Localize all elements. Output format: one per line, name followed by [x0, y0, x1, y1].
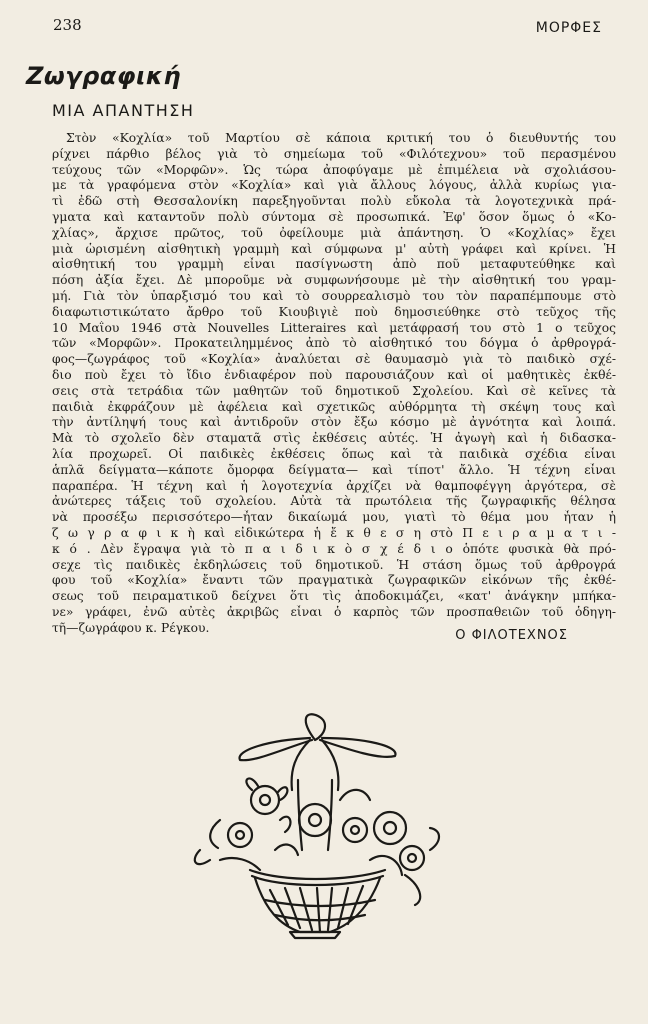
- article-author: Ο ΦΙΛΟΤΕΧΝΟΣ: [455, 628, 568, 643]
- flower-basket-icon: [180, 710, 450, 940]
- article-line: ζ ω γ ρ α φ ι κ ὴ καὶ εἰδικώτερα ἡ ἔ κ θ ε σ η στὸ Π ε ι ρ α μ α τ ι -: [52, 525, 616, 540]
- article-line: γματα καὶ καταντοῦν πολὺ σύντομα σὲ προσωπικά. Ἐφ' ὅσον ὅμως ὁ «Κο-: [52, 209, 616, 224]
- article-line: ἀνώτερες τάξεις τοῦ σχολείου. Αὐτὰ τὰ πρωτόλεια τῆς ζωγραφικῆς θέλησα: [52, 494, 616, 509]
- article-line: με τὰ γραφόμενα στὸν «Κοχλία» καὶ γιὰ ἄλλους λόγους, ἀλλὰ κυρίως για-: [52, 178, 616, 193]
- article-line: αἰσθητική του γραμμὴ εἶναι πασίγνωστη ἀπὸ ποῦ μεταφυτεύθηκε καὶ: [52, 257, 616, 272]
- article-line: τὴν ἀντίληψή τους καὶ ἀντιδροῦν στὸν ἔξω κόσμο μὲ ἀγνότητα καὶ λοιπά.: [52, 415, 616, 430]
- article-line: φου τοῦ «Κοχλία» ἔναντι τῶν πραγματικὰ ζωγραφικῶν εἰκόνων τῆς ἐκθέ-: [52, 573, 616, 588]
- article-line: Μὰ τὸ σχολεῖο δὲν σταματᾶ στὶς ἐκθέσεις αὐτές. Ἡ ἀγωγὴ καὶ ἡ διδασκα-: [52, 431, 616, 446]
- article-line: παιδιὰ ἐκφράζουν μὲ ἀφέλεια καὶ σχετικῶς αὐθόρμητα τὴ σκέψη τους καὶ: [52, 399, 616, 414]
- article-body: [52, 131, 616, 637]
- journal-name: ΜΟΡΦΕΣ: [535, 20, 602, 36]
- article-line: τὶ ἐδῶ στὴ Θεσσαλονίκη παρεξηγοῦνται πολὺ εὔκολα τὰ λογοτεχνικὰ πρά-: [52, 194, 616, 209]
- article-line: σεις στὰ τετράδια τῶν μαθητῶν τοῦ δημοτικοῦ Σχολείου. Καὶ σὲ κεῖνες τὰ: [52, 383, 616, 398]
- article-line: κ ό . Δὲν ἔγραψα γιὰ τὸ π α ι δ ι κ ὸ σ χ έ δ ι ο ὁπότε φυσικὰ θὰ πρό-: [52, 541, 616, 556]
- article-line: πόση ἀξία ἔχει. Δὲ μποροῦμε νὰ συμφωνήσουμε μὲ τὴν αἰσθητική του γραμ-: [52, 273, 616, 288]
- page-number: 238: [53, 16, 82, 34]
- article-line: διαφωτιστικώτατο ἄρθρο τοῦ Κιουβιγιὲ ποὺ δημοσιεύθηκε στὸ τεῦχος τῆς: [52, 304, 616, 319]
- article-line: λία προχωρεῖ. Οἱ παιδικὲς ἐκθέσεις ὅπως καὶ τὰ παιδικὰ σχέδια εἶναι: [52, 446, 616, 461]
- article-line: Στὸν «Κοχλία» τοῦ Μαρτίου σὲ κάποια κριτική του ὁ διευθυντής του: [66, 131, 616, 145]
- article-line: χλίας», ἄρχισε πρῶτος, τοῦ ὀφείλουμε μιὰ ἀπάντηση. Ὁ «Κοχλίας» ἔχει: [52, 225, 616, 240]
- article-line: παραπέρα. Ἡ τέχνη καὶ ἡ λογοτεχνία ἀρχίζει νὰ θαμποφέγγη ἀργότερα, σὲ: [52, 478, 616, 493]
- article-line: νε» γράφει, ἐνῶ αὐτὲς ἀκριβῶς εἶναι ὁ καρπὸς τῶν προσπαθειῶν τοῦ ὁδηγη-: [52, 604, 616, 619]
- article-line: μή. Γιὰ τὸν ὑπαρξισμό του καὶ τὸ σουρρεαλισμὸ του τὸν παραπέμπουμε στὸ: [52, 288, 616, 303]
- article-subtitle: ΜΙΑ ΑΠΑΝΤΗΣΗ: [52, 101, 195, 120]
- article-line: 10 Μαΐου 1946 στὰ Nouvelles Litteraires καὶ μετάφρασή του στὸ 1 ο τεῦχος: [52, 320, 616, 335]
- article-line: νὰ προσέξω περισσότερο—ἦταν δικαίωμά μου, γιατὶ τὸ θέμα μου ἦταν ἡ: [52, 510, 616, 525]
- article-line: τῶν «Μορφῶν». Προκατειλημμένος ἀπὸ τὸ αἰσθητικό του δόγμα ὁ ἀρθρογρά-: [52, 336, 616, 351]
- article-line: μιὰ ὡρισμένη αἰσθητικὴ γραμμὴ καὶ σύμφωνα μ' αὐτὴ γράφει καὶ κρίνει. Ἡ: [52, 241, 616, 256]
- article-line: σεχε τὶς παιδικὲς ἐκδηλώσεις τοῦ δημοτικοῦ. Ἡ στάση ὅμως τοῦ ἀρθρογρά: [52, 557, 616, 572]
- article-line: ἁπλᾶ δείγματα—κάποτε ὄμορφα δείγματα— καὶ τίποτ' ἄλλο. Ἡ τέχνη εἶναι: [52, 462, 616, 477]
- article-line: φος—ζωγράφος τοῦ «Κοχλία» ἀναλύεται σὲ θαυμασμὸ γιὰ τὸ παιδικὸ σχέ-: [52, 352, 616, 367]
- article-line: ρίχνει πάρθιο βέλος γιὰ τὸ σημείωμα τοῦ «Φιλότεχνου» τοῦ περασμένου: [52, 146, 616, 161]
- section-title: Ζωγραφική: [26, 62, 182, 90]
- article-line: διο ποὺ ἔχει τὸ ἴδιο ἐνδιαφέρον ποὺ παρουσιάζουν καὶ οἱ μαθητικὲς ἐκθέ-: [52, 367, 616, 382]
- article-line: σεως τοῦ πειραματικοῦ δείχνει ὅτι τὶς ἀποδοκιμάζει, «κατ' ἀνάγκην μπήκα-: [52, 589, 616, 604]
- article-line: τῆ—ζωγράφου κ. Ρέγκου.: [52, 620, 210, 635]
- article-line: τεύχους τῶν «Μορφῶν». Ὡς τώρα ἀποφύγαμε μὲ ἐπιμέλεια νὰ σχολιάσου-: [52, 162, 616, 177]
